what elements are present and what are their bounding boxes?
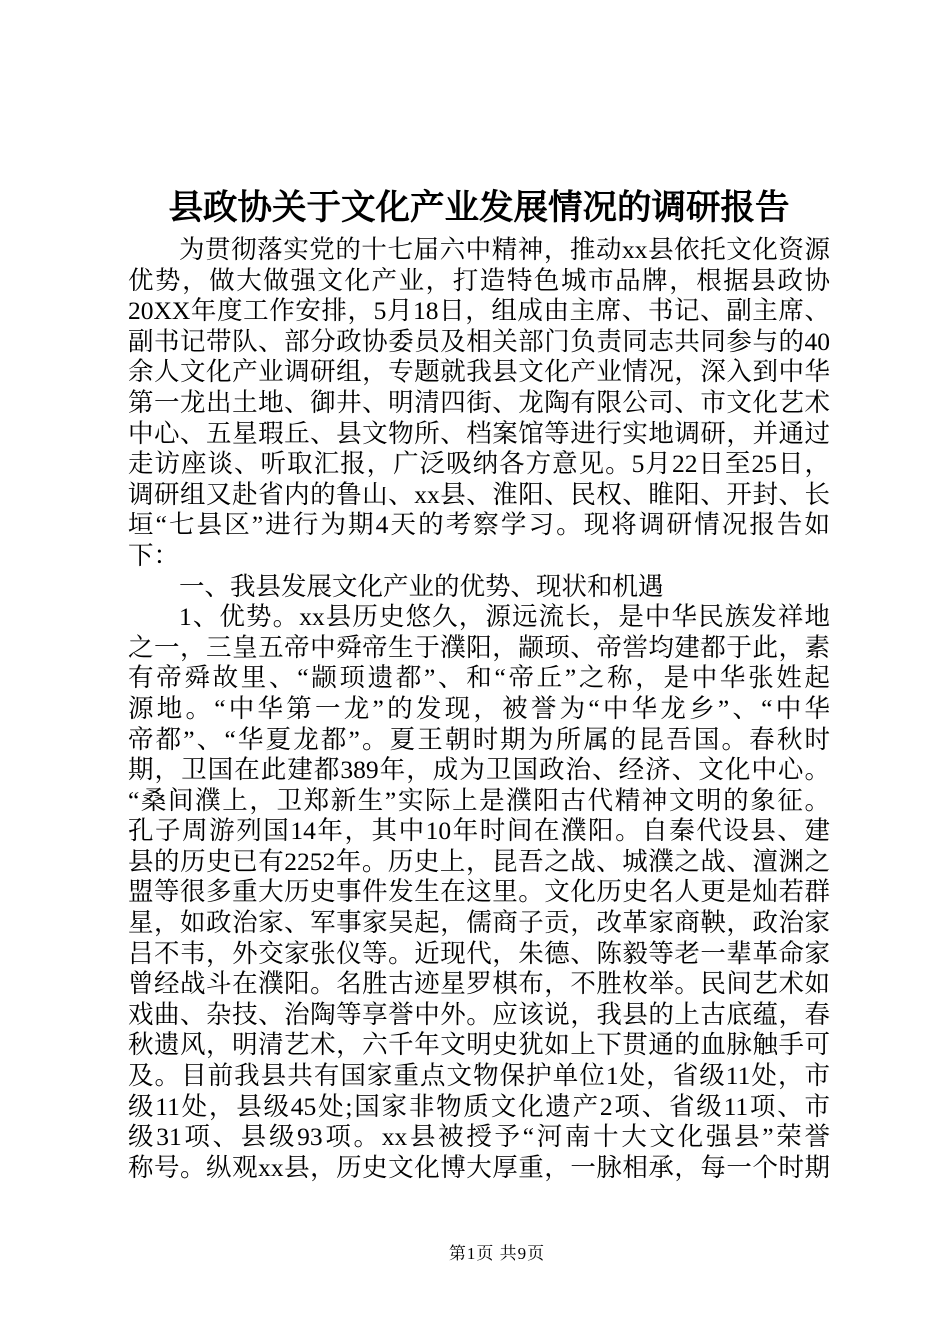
text-line: 帝都”、“华夏龙都”。夏王朝时期为所属的昆吾国。春秋时 bbox=[128, 724, 830, 754]
text-line: 有帝舜故里、“颛顼遗都”、和“帝丘”之称，是中华张姓起 bbox=[128, 663, 830, 693]
text-line: 称号。纵观xx县，历史文化博大厚重，一脉相承，每一个时期 bbox=[128, 1152, 830, 1182]
text-line: 曾经战斗在濮阳。名胜古迹星罗棋布，不胜枚举。民间艺术如 bbox=[128, 969, 830, 999]
text-line: “桑间濮上，卫郑新生”实际上是濮阳古代精神文明的象征。 bbox=[128, 785, 830, 815]
text-line: 为贯彻落实党的十七届六中精神，推动xx县依托文化资源 bbox=[179, 235, 830, 264]
text-line: 中心、五星瑕丘、县文物所、档案馆等进行实地调研，并通过 bbox=[128, 418, 830, 448]
text-line: 戏曲、杂技、治陶等享誉中外。应该说，我县的上古底蕴，春 bbox=[128, 999, 830, 1029]
text-line: 吕不韦，外交家张仪等。近现代，朱德、陈毅等老一辈革命家 bbox=[128, 938, 830, 968]
text-line: 之一，三皇五帝中舜帝生于濮阳，颛顼、帝喾均建都于此，素 bbox=[128, 632, 830, 662]
text-line: 调研组又赴省内的鲁山、xx县、淮阳、民权、睢阳、开封、长 bbox=[128, 479, 830, 509]
text-line: 第一龙出土地、御井、明清四街、龙陶有限公司、市文化艺术 bbox=[128, 387, 830, 417]
page-number: 第1页 共9页 bbox=[448, 1244, 546, 1263]
text-line: 秋遗风，明清艺术，六千年文明史犹如上下贯通的血脉触手可 bbox=[128, 1030, 830, 1060]
text-line: 1、优势。xx县历史悠久，源远流长，是中华民族发祥地 bbox=[179, 602, 830, 632]
document-body bbox=[128, 185, 830, 1183]
document-title: 县政协关于文化产业发展情况的调研报告 bbox=[168, 189, 790, 227]
text-line: 垣“七县区”进行为期4天的考察学习。现将调研情况报告如 bbox=[128, 510, 830, 540]
text-line: 期，卫国在此建都389年，成为卫国政治、经济、文化中心。 bbox=[128, 755, 830, 785]
text-line: 源地。“中华第一龙”的发现，被誉为“中华龙乡”、“中华 bbox=[128, 693, 830, 723]
text-line: 盟等很多重大历史事件发生在这里。文化历史名人更是灿若群 bbox=[128, 877, 830, 907]
text-line: 20XX年度工作安排，5月18日，组成由主席、书记、副主席、 bbox=[128, 296, 830, 326]
text-line: 星，如政治家、军事家吴起，儒商子贡，改革家商鞅，政治家 bbox=[128, 908, 830, 938]
text-line: 走访座谈、听取汇报，广泛吸纳各方意见。5月22日至25日， bbox=[128, 449, 830, 479]
section-heading-text: 一、我县发展文化产业的优势、现状和机遇 bbox=[179, 571, 664, 601]
text-line: 级31项、县级93项。xx县被授予“河南十大文化强县”荣誉 bbox=[128, 1122, 830, 1152]
text-line: 孔子周游列国14年，其中10年时间在濮阳。自秦代设县、建 bbox=[128, 816, 830, 846]
text-line: 余人文化产业调研组，专题就我县文化产业情况，深入到中华 bbox=[128, 357, 830, 387]
text-line: 县的历史已有2252年。历史上，昆吾之战、城濮之战、澶渊之 bbox=[128, 846, 830, 876]
text-line: 副书记带队、部分政协委员及相关部门负责同志共同参与的40 bbox=[128, 326, 830, 356]
advantages-paragraph bbox=[128, 602, 830, 1183]
intro-paragraph bbox=[128, 235, 830, 572]
text-line: 级11处，县级45处;国家非物质文化遗产2项、省级11项、市 bbox=[128, 1091, 830, 1121]
text-line: 下： bbox=[128, 540, 180, 570]
section-heading bbox=[128, 572, 830, 603]
text-line: 及。目前我县共有国家重点文物保护单位1处，省级11处，市 bbox=[128, 1061, 830, 1091]
text-line: 优势，做大做强文化产业，打造特色城市品牌，根据县政协 bbox=[128, 265, 830, 295]
